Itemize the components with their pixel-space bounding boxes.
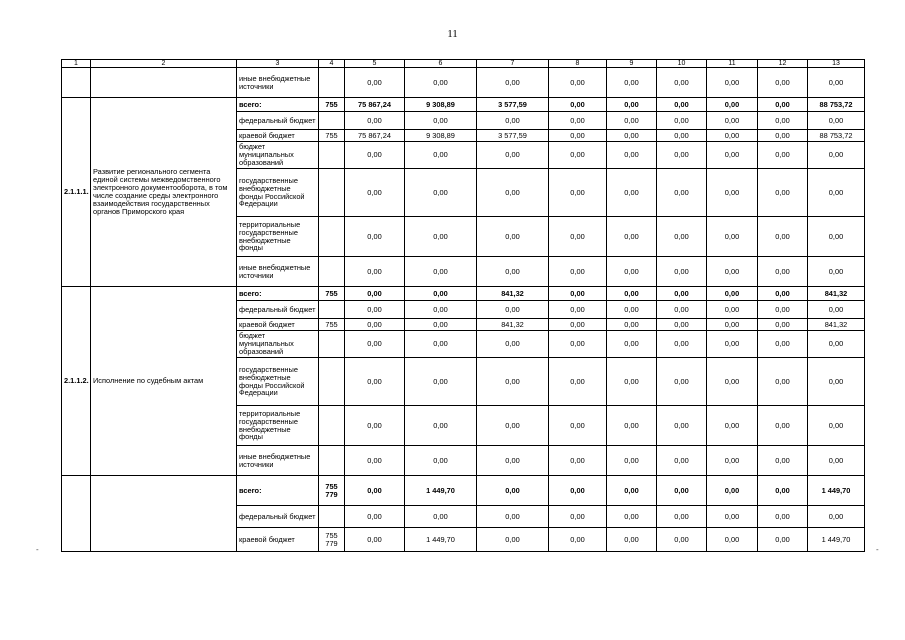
source-total: всего:: [237, 287, 319, 301]
column-number: 6: [405, 60, 477, 68]
value-cell: 0,00: [477, 406, 549, 446]
source-municipal-budget: бюджет муниципальных образований: [237, 331, 319, 358]
value-cell: 0,00: [808, 112, 865, 130]
code-cell: 755 779: [319, 476, 345, 506]
value-cell: 0,00: [549, 130, 607, 142]
code-cell: [319, 301, 345, 319]
value-cell: 0,00: [405, 506, 477, 528]
value-cell: 0,00: [758, 406, 808, 446]
value-cell: 0,00: [549, 406, 607, 446]
value-cell: 0,00: [707, 112, 758, 130]
value-cell: 0,00: [657, 217, 707, 257]
value-cell: 0,00: [707, 406, 758, 446]
value-cell: 0,00: [758, 358, 808, 406]
source-federal-budget: федеральный бюджет: [237, 506, 319, 528]
value-cell: 0,00: [758, 319, 808, 331]
value-cell: 0,00: [549, 319, 607, 331]
value-cell: 0,00: [345, 217, 405, 257]
value-cell: 0,00: [549, 68, 607, 98]
value-cell: 0,00: [657, 476, 707, 506]
value-cell: 3 577,59: [477, 130, 549, 142]
value-cell: 841,32: [808, 287, 865, 301]
column-number: 10: [657, 60, 707, 68]
value-cell: 0,00: [607, 331, 657, 358]
value-cell: 0,00: [657, 331, 707, 358]
value-cell: 0,00: [707, 217, 758, 257]
value-cell: 0,00: [345, 257, 405, 287]
measure-name-cell: [91, 476, 237, 552]
value-cell: 0,00: [549, 506, 607, 528]
source-municipal-budget: бюджет муниципальных образований: [237, 142, 319, 169]
value-cell: 0,00: [657, 169, 707, 217]
value-cell: 0,00: [758, 217, 808, 257]
value-cell: 0,00: [758, 98, 808, 112]
value-cell: 0,00: [477, 142, 549, 169]
value-cell: 0,00: [405, 446, 477, 476]
value-cell: 0,00: [758, 112, 808, 130]
column-number: 9: [607, 60, 657, 68]
value-cell: 0,00: [808, 506, 865, 528]
value-cell: 0,00: [607, 446, 657, 476]
value-cell: 0,00: [657, 98, 707, 112]
value-cell: 0,00: [657, 446, 707, 476]
value-cell: 0,00: [607, 506, 657, 528]
value-cell: 0,00: [707, 331, 758, 358]
value-cell: 0,00: [405, 406, 477, 446]
value-cell: 9 308,89: [405, 130, 477, 142]
column-number: 11: [707, 60, 758, 68]
value-cell: 0,00: [707, 142, 758, 169]
table-row: [62, 68, 865, 98]
value-cell: 0,00: [549, 301, 607, 319]
value-cell: 0,00: [405, 169, 477, 217]
value-cell: 0,00: [607, 319, 657, 331]
value-cell: 75 867,24: [345, 130, 405, 142]
value-cell: 0,00: [657, 287, 707, 301]
source-state-funds: государственные внебюджетные фонды Российской Федерации: [237, 358, 319, 406]
value-cell: 0,00: [657, 130, 707, 142]
value-cell: 0,00: [405, 358, 477, 406]
value-cell: 0,00: [607, 528, 657, 552]
value-cell: 0,00: [405, 331, 477, 358]
value-cell: 0,00: [707, 358, 758, 406]
source-regional-budget: краевой бюджет: [237, 130, 319, 142]
value-cell: 0,00: [607, 169, 657, 217]
value-cell: 0,00: [549, 217, 607, 257]
source-other-sources: иные внебюджетные источники: [237, 257, 319, 287]
value-cell: 0,00: [477, 257, 549, 287]
source-total: всего:: [237, 476, 319, 506]
value-cell: 0,00: [607, 406, 657, 446]
value-cell: 0,00: [808, 331, 865, 358]
value-cell: 0,00: [345, 506, 405, 528]
table-row: [62, 287, 865, 301]
column-number: 3: [237, 60, 319, 68]
source-other-sources: иные внебюджетные источники: [237, 446, 319, 476]
value-cell: 3 577,59: [477, 98, 549, 112]
code-cell: [319, 217, 345, 257]
page-number: 11: [447, 28, 458, 40]
value-cell: 0,00: [657, 257, 707, 287]
value-cell: 0,00: [477, 217, 549, 257]
value-cell: 0,00: [758, 68, 808, 98]
code-cell: [319, 446, 345, 476]
measure-name-cell: Развитие регионального сегмента единой системы межведомственного электронного документооборота, в том числе создание среды электронного взаимодействия государственных органов Приморского края: [91, 98, 237, 287]
value-cell: 841,32: [477, 319, 549, 331]
column-number: 7: [477, 60, 549, 68]
value-cell: 0,00: [707, 301, 758, 319]
value-cell: 0,00: [345, 169, 405, 217]
value-cell: 0,00: [405, 142, 477, 169]
code-cell: 755: [319, 319, 345, 331]
value-cell: 0,00: [549, 358, 607, 406]
value-cell: 0,00: [607, 301, 657, 319]
value-cell: 88 753,72: [808, 130, 865, 142]
value-cell: 0,00: [477, 358, 549, 406]
value-cell: 0,00: [405, 301, 477, 319]
code-cell: 755: [319, 98, 345, 112]
value-cell: 0,00: [758, 301, 808, 319]
value-cell: 0,00: [345, 68, 405, 98]
row-number-cell: [62, 476, 91, 552]
value-cell: 9 308,89: [405, 98, 477, 112]
value-cell: 0,00: [707, 319, 758, 331]
value-cell: 0,00: [405, 257, 477, 287]
source-regional-budget: краевой бюджет: [237, 528, 319, 552]
value-cell: 0,00: [607, 217, 657, 257]
code-cell: [319, 257, 345, 287]
value-cell: 0,00: [707, 98, 758, 112]
source-federal-budget: федеральный бюджет: [237, 301, 319, 319]
value-cell: 0,00: [657, 142, 707, 169]
value-cell: 0,00: [345, 476, 405, 506]
value-cell: 0,00: [758, 476, 808, 506]
value-cell: 0,00: [707, 68, 758, 98]
value-cell: 0,00: [657, 301, 707, 319]
value-cell: 0,00: [345, 112, 405, 130]
value-cell: 0,00: [405, 112, 477, 130]
value-cell: 0,00: [657, 528, 707, 552]
row-number-cell: 2.1.1.2.: [62, 287, 91, 476]
value-cell: 0,00: [707, 446, 758, 476]
value-cell: 0,00: [657, 406, 707, 446]
value-cell: 0,00: [657, 506, 707, 528]
value-cell: 0,00: [477, 301, 549, 319]
value-cell: 0,00: [607, 476, 657, 506]
value-cell: 0,00: [477, 506, 549, 528]
value-cell: 0,00: [607, 68, 657, 98]
value-cell: 0,00: [549, 446, 607, 476]
value-cell: 0,00: [477, 112, 549, 130]
value-cell: 0,00: [345, 528, 405, 552]
value-cell: 0,00: [707, 506, 758, 528]
code-cell: 755 779: [319, 528, 345, 552]
value-cell: 841,32: [477, 287, 549, 301]
value-cell: 0,00: [607, 257, 657, 287]
value-cell: 0,00: [549, 287, 607, 301]
value-cell: 0,00: [758, 130, 808, 142]
value-cell: 88 753,72: [808, 98, 865, 112]
row-number-cell: [62, 68, 91, 98]
value-cell: 0,00: [405, 287, 477, 301]
value-cell: 0,00: [345, 287, 405, 301]
column-number: 8: [549, 60, 607, 68]
code-cell: [319, 331, 345, 358]
value-cell: 0,00: [758, 528, 808, 552]
value-cell: 0,00: [549, 476, 607, 506]
value-cell: 0,00: [345, 358, 405, 406]
source-regional-budget: краевой бюджет: [237, 319, 319, 331]
value-cell: 0,00: [758, 506, 808, 528]
value-cell: 1 449,70: [808, 476, 865, 506]
table-row: [62, 98, 865, 112]
value-cell: 841,32: [808, 319, 865, 331]
code-cell: 755: [319, 287, 345, 301]
budget-table: [61, 59, 865, 552]
value-cell: 1 449,70: [405, 476, 477, 506]
value-cell: 0,00: [707, 476, 758, 506]
value-cell: 0,00: [707, 528, 758, 552]
value-cell: 0,00: [549, 98, 607, 112]
value-cell: 0,00: [758, 446, 808, 476]
code-cell: 755: [319, 130, 345, 142]
value-cell: 0,00: [758, 142, 808, 169]
row-number-cell: 2.1.1.1.: [62, 98, 91, 287]
value-cell: 0,00: [808, 217, 865, 257]
value-cell: 0,00: [405, 217, 477, 257]
code-cell: [319, 112, 345, 130]
source-total: всего:: [237, 98, 319, 112]
value-cell: 0,00: [549, 257, 607, 287]
code-cell: [319, 358, 345, 406]
value-cell: 0,00: [345, 446, 405, 476]
source-territorial-funds: территориальные государственные внебюджетные фонды: [237, 406, 319, 446]
value-cell: 0,00: [345, 142, 405, 169]
code-cell: [319, 406, 345, 446]
value-cell: 0,00: [477, 331, 549, 358]
code-cell: [319, 142, 345, 169]
value-cell: 0,00: [607, 358, 657, 406]
value-cell: 0,00: [607, 112, 657, 130]
value-cell: 0,00: [758, 287, 808, 301]
value-cell: 0,00: [707, 287, 758, 301]
value-cell: 0,00: [758, 169, 808, 217]
value-cell: 0,00: [657, 358, 707, 406]
value-cell: 0,00: [808, 406, 865, 446]
value-cell: 0,00: [477, 169, 549, 217]
value-cell: 0,00: [345, 331, 405, 358]
value-cell: 0,00: [549, 331, 607, 358]
value-cell: 0,00: [477, 68, 549, 98]
source-other-sources: иные внебюджетные источники: [237, 68, 319, 98]
value-cell: 0,00: [549, 169, 607, 217]
value-cell: 1 449,70: [405, 528, 477, 552]
value-cell: 0,00: [607, 98, 657, 112]
column-number: 2: [91, 60, 237, 68]
value-cell: 0,00: [707, 257, 758, 287]
value-cell: 0,00: [607, 130, 657, 142]
value-cell: 0,00: [808, 142, 865, 169]
value-cell: 0,00: [758, 331, 808, 358]
column-number: 13: [808, 60, 865, 68]
margin-dash-mark: -: [36, 545, 39, 554]
value-cell: 0,00: [345, 301, 405, 319]
source-territorial-funds: территориальные государственные внебюджетные фонды: [237, 217, 319, 257]
source-federal-budget: федеральный бюджет: [237, 112, 319, 130]
source-state-funds: государственные внебюджетные фонды Российской Федерации: [237, 169, 319, 217]
value-cell: 0,00: [808, 257, 865, 287]
column-number: 12: [758, 60, 808, 68]
margin-dash-mark: -: [876, 545, 879, 554]
value-cell: 0,00: [808, 68, 865, 98]
value-cell: 0,00: [549, 142, 607, 169]
code-cell: [319, 68, 345, 98]
value-cell: 0,00: [607, 142, 657, 169]
value-cell: 0,00: [808, 301, 865, 319]
value-cell: 0,00: [657, 68, 707, 98]
value-cell: 0,00: [345, 406, 405, 446]
column-number: 5: [345, 60, 405, 68]
value-cell: 75 867,24: [345, 98, 405, 112]
value-cell: 0,00: [549, 528, 607, 552]
value-cell: 0,00: [758, 257, 808, 287]
value-cell: 0,00: [477, 528, 549, 552]
measure-name-cell: [91, 68, 237, 98]
value-cell: 0,00: [808, 358, 865, 406]
value-cell: 0,00: [808, 446, 865, 476]
table-row: [62, 476, 865, 506]
value-cell: 1 449,70: [808, 528, 865, 552]
value-cell: 0,00: [549, 112, 607, 130]
value-cell: 0,00: [607, 287, 657, 301]
value-cell: 0,00: [477, 476, 549, 506]
value-cell: 0,00: [345, 319, 405, 331]
column-number: 4: [319, 60, 345, 68]
value-cell: 0,00: [405, 319, 477, 331]
code-cell: [319, 169, 345, 217]
value-cell: 0,00: [707, 130, 758, 142]
value-cell: 0,00: [657, 112, 707, 130]
value-cell: 0,00: [477, 446, 549, 476]
value-cell: 0,00: [707, 169, 758, 217]
value-cell: 0,00: [405, 68, 477, 98]
value-cell: 0,00: [808, 169, 865, 217]
column-number: 1: [62, 60, 91, 68]
measure-name-cell: Исполнение по судебным актам: [91, 287, 237, 476]
column-number-row: [62, 60, 865, 68]
code-cell: [319, 506, 345, 528]
value-cell: 0,00: [657, 319, 707, 331]
